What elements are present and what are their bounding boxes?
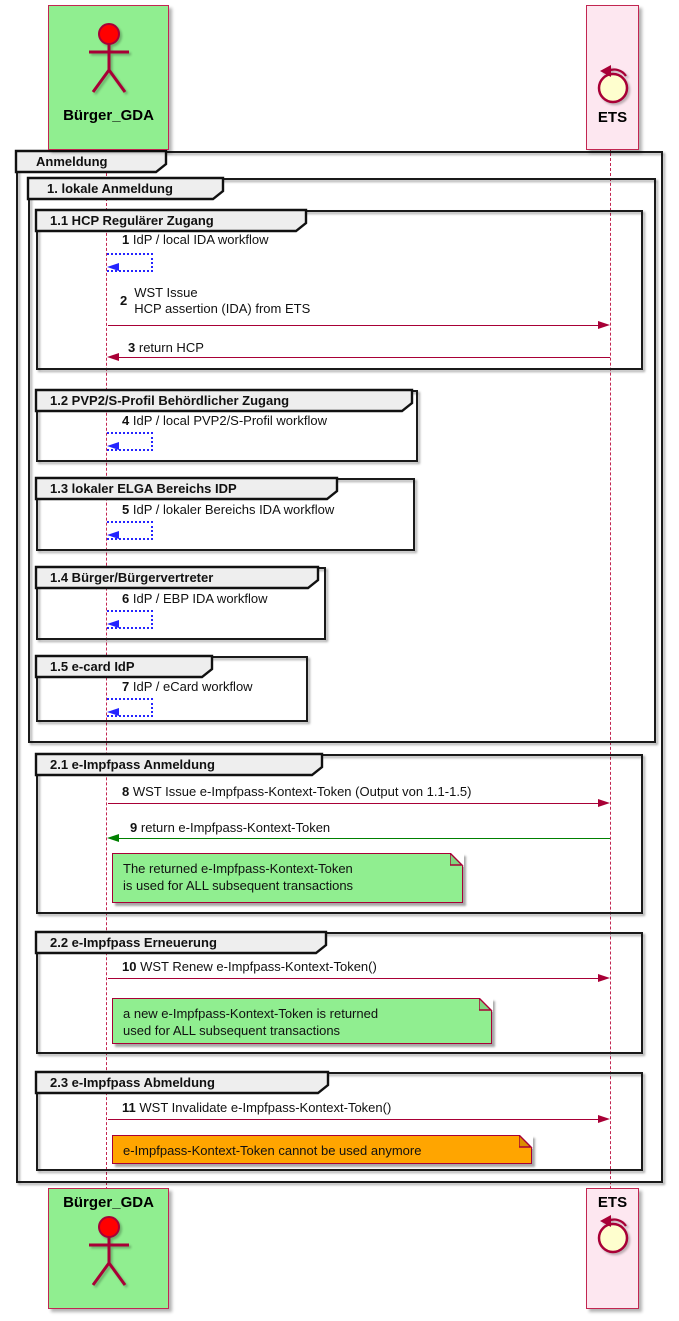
message-1: 1 IdP / local IDA workflow	[122, 232, 269, 247]
group-title: 1.3 lokaler ELGA Bereichs IDP	[50, 481, 237, 496]
note-fold-icon	[479, 998, 493, 1012]
message-2-line	[108, 325, 600, 326]
arrowhead-left	[107, 708, 119, 716]
participant-ets-top	[586, 5, 639, 150]
arrowhead-left	[107, 620, 119, 628]
message-8: 8 WST Issue e-Impfpass-Kontext-Token (Output von 1.1-1.5)	[122, 784, 472, 799]
message-5: 5 IdP / lokaler Bereichs IDA workflow	[122, 502, 335, 517]
control-icon	[593, 1214, 633, 1256]
group-title: 2.2 e-Impfpass Erneuerung	[50, 935, 217, 950]
arrowhead-right	[598, 321, 610, 329]
message-10: 10 WST Renew e-Impfpass-Kontext-Token()	[122, 959, 377, 974]
group-title: 1.5 e-card IdP	[50, 659, 135, 674]
note-new-token: a new e-Impfpass-Kontext-Token is returned used for ALL subsequent transactions	[112, 998, 492, 1044]
participant-ets-bottom	[586, 1188, 639, 1309]
participant-label: Bürger_GDA	[63, 107, 154, 124]
message-2: 2 WST Issue HCP assertion (IDA) from ETS	[120, 285, 311, 316]
arrowhead-right	[598, 974, 610, 982]
participant-label: ETS	[597, 109, 628, 126]
arrowhead-left	[107, 531, 119, 539]
frame-lokale-anmeldung-tab	[28, 178, 223, 199]
participant-label: ETS	[597, 1194, 628, 1211]
participant-buerger-gda-top	[48, 5, 169, 150]
group-title: 1.4 Bürger/Bürgervertreter	[50, 570, 214, 585]
message-4: 4 IdP / local PVP2/S-Profil workflow	[122, 413, 327, 428]
participant-buerger-gda-bottom	[48, 1188, 169, 1309]
arrowhead-right	[598, 799, 610, 807]
arrowhead-left	[107, 353, 119, 361]
message-8-line	[108, 803, 600, 804]
arrowhead-right	[598, 1115, 610, 1123]
message-10-line	[108, 978, 600, 979]
arrowhead-left	[107, 834, 119, 842]
message-11: 11 WST Invalidate e-Impfpass-Kontext-Token()	[122, 1100, 392, 1115]
group-title: 2.1 e-Impfpass Anmeldung	[50, 757, 215, 772]
group-2-2-tab	[36, 932, 326, 953]
message-6: 6 IdP / EBP IDA workflow	[122, 591, 268, 606]
group-2-3-tab	[36, 1072, 328, 1093]
actor-icon	[81, 1215, 137, 1293]
frame-title: Anmeldung	[36, 154, 108, 169]
participant-label: Bürger_GDA	[63, 1194, 154, 1211]
control-icon	[593, 64, 633, 106]
group-1-1-tab	[36, 210, 306, 231]
message-3: 3 return HCP	[128, 340, 204, 355]
note-fold-icon	[450, 853, 464, 867]
message-9: 9 return e-Impfpass-Kontext-Token	[130, 820, 331, 835]
frame-title: 1. lokale Anmeldung	[47, 181, 173, 196]
message-7: 7 IdP / eCard workflow	[122, 679, 253, 694]
group-title: 1.1 HCP Regulärer Zugang	[50, 213, 214, 228]
group-title: 2.3 e-Impfpass Abmeldung	[50, 1075, 215, 1090]
group-1-3-tab	[36, 478, 337, 499]
frame-anmeldung-tab	[16, 151, 166, 172]
group-1-4-tab	[36, 567, 318, 588]
message-11-line	[108, 1119, 600, 1120]
note-fold-icon	[519, 1135, 533, 1149]
arrowhead-left	[107, 442, 119, 450]
note-token-used: The returned e-Impfpass-Kontext-Token is used for ALL subsequent transactions	[112, 853, 463, 903]
message-9-line	[119, 838, 610, 839]
group-2-1-tab	[36, 754, 322, 775]
message-3-line	[119, 357, 610, 358]
note-token-invalid: e-Impfpass-Kontext-Token cannot be used anymore	[112, 1135, 532, 1164]
actor-icon	[81, 22, 137, 100]
group-1-5-tab	[36, 656, 212, 677]
group-title: 1.2 PVP2/S-Profil Behördlicher Zugang	[50, 393, 290, 408]
arrowhead-left	[107, 263, 119, 271]
group-1-2-tab	[36, 390, 412, 411]
